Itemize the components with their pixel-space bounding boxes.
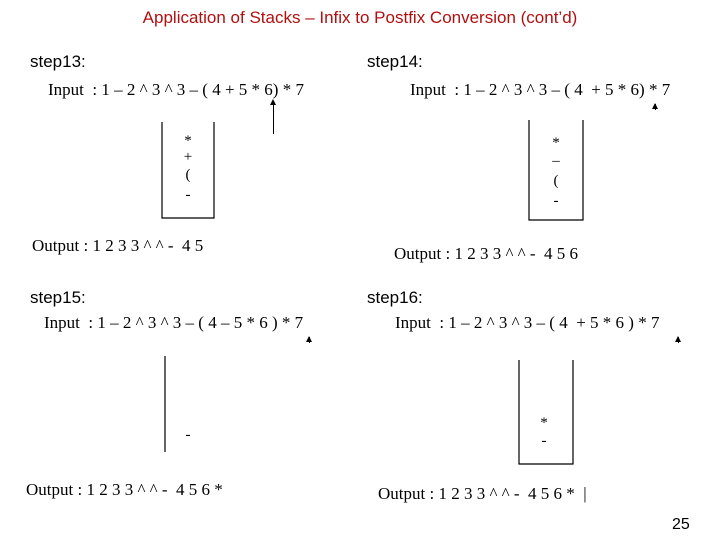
stack-item: – bbox=[552, 153, 560, 169]
stack-item: - bbox=[185, 187, 191, 203]
step-label-15: step15: bbox=[30, 288, 86, 307]
stack-item: * bbox=[540, 415, 548, 431]
input-line-14: Input : 1 – 2 ^ 3 ^ 3 – ( 4 + 5 * 6) * 7 bbox=[410, 80, 671, 99]
input-line-15: Input : 1 – 2 ^ 3 ^ 3 – ( 4 – 5 * 6 ) * 7 bbox=[44, 313, 304, 332]
stack-container-15 bbox=[163, 356, 167, 456]
input-line-13: Input : 1 – 2 ^ 3 ^ 3 – ( 4 + 5 * 6) * 7 bbox=[48, 80, 304, 99]
input-pointer-head-15 bbox=[306, 336, 312, 342]
stack-item: - bbox=[541, 433, 547, 449]
input-line-16: Input : 1 – 2 ^ 3 ^ 3 – ( 4 + 5 * 6 ) * 7 bbox=[395, 313, 660, 332]
step-label-14: step14: bbox=[367, 52, 423, 71]
input-pointer-head-14 bbox=[652, 103, 658, 109]
stack-items-16 bbox=[519, 416, 569, 456]
input-pointer-13 bbox=[273, 104, 274, 134]
output-line-13: Output : 1 2 3 3 ^ ^ - 4 5 bbox=[32, 236, 204, 255]
stack-item: * bbox=[552, 135, 560, 151]
stack-item: - bbox=[185, 427, 191, 443]
output-line-16: Output : 1 2 3 3 ^ ^ - 4 5 6 * | bbox=[378, 484, 587, 503]
stack-items-14 bbox=[529, 136, 583, 216]
stack-item: * bbox=[184, 133, 192, 149]
output-line-14: Output : 1 2 3 3 ^ ^ - 4 5 6 bbox=[394, 244, 579, 263]
page-number: 25 bbox=[672, 516, 690, 533]
stack-item: ( bbox=[553, 173, 559, 189]
stack-items-15 bbox=[170, 428, 206, 448]
page-title: Application of Stacks – Infix to Postfix Conversion (cont’d) bbox=[142, 8, 578, 27]
output-line-15: Output : 1 2 3 3 ^ ^ - 4 5 6 * bbox=[26, 480, 223, 499]
stack-item: - bbox=[553, 193, 559, 209]
stack-item: ( bbox=[185, 167, 191, 183]
stack-items-13 bbox=[162, 134, 214, 214]
step-label-13: step13: bbox=[30, 52, 86, 71]
stack-item: + bbox=[183, 149, 193, 165]
input-pointer-head-16 bbox=[675, 336, 681, 342]
step-label-16: step16: bbox=[367, 288, 423, 307]
input-pointer-head-13 bbox=[270, 99, 276, 105]
